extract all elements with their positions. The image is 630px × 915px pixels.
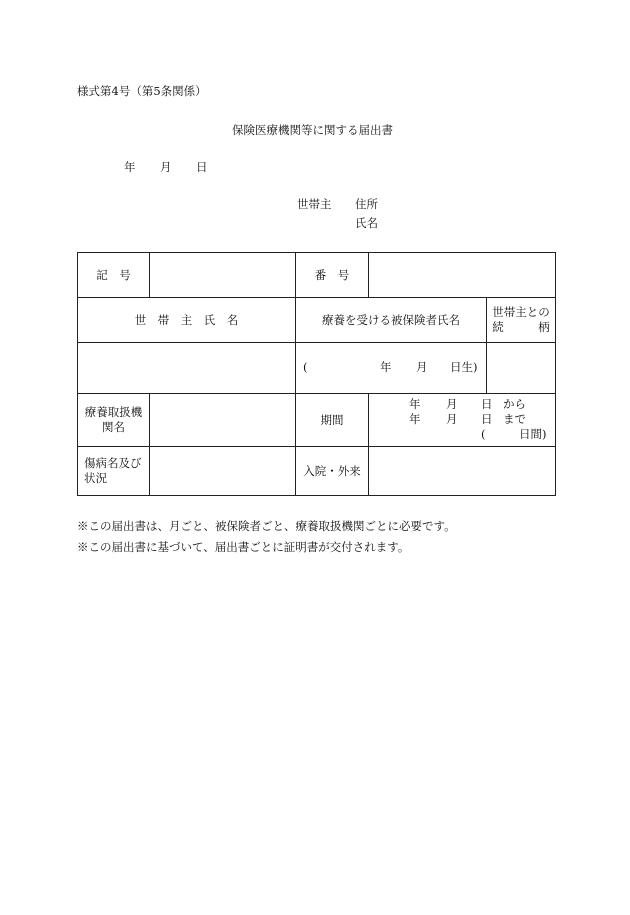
birth-month-label: 月 bbox=[416, 360, 428, 374]
period-label: 期間 bbox=[296, 394, 369, 447]
date-year-label: 年 bbox=[124, 160, 136, 174]
date-month-label: 月 bbox=[160, 160, 172, 174]
applicant-head-label: 世帯主 bbox=[297, 197, 332, 211]
birth-year-label: 年 bbox=[380, 360, 392, 374]
number-label: 番 号 bbox=[296, 253, 369, 298]
period-to-year: 年 bbox=[409, 412, 421, 426]
period-to-day: 日 bbox=[481, 412, 493, 426]
period-from-month: 月 bbox=[446, 397, 458, 411]
insured-name-field[interactable] bbox=[296, 343, 487, 394]
note-2: ※この届出書に基づいて、届出書ごとに証明書が交付されます。 bbox=[77, 540, 410, 554]
period-from-day: 日 bbox=[481, 397, 493, 411]
relation-field[interactable] bbox=[487, 343, 556, 394]
symbol-field[interactable] bbox=[150, 253, 296, 298]
days-close-label: 日間) bbox=[519, 427, 547, 441]
table-row-names-values bbox=[78, 343, 556, 394]
inout-label: 入院・外来 bbox=[296, 447, 369, 496]
note-1: ※この届出書は、月ごと、被保険者ごと、療養取扱機関ごとに必要です。 bbox=[77, 519, 456, 533]
period-field[interactable] bbox=[369, 394, 556, 447]
number-field[interactable] bbox=[369, 253, 556, 298]
birth-day-label: 日生) bbox=[450, 360, 478, 374]
table-row-names-header bbox=[78, 298, 556, 343]
form-number: 様式第4号（第5条関係） bbox=[77, 84, 207, 98]
symbol-label: 記 号 bbox=[78, 253, 150, 298]
insured-name-label: 療養を受ける被保険者氏名 bbox=[296, 298, 487, 343]
disease-field[interactable] bbox=[150, 447, 296, 496]
period-to-word: まで bbox=[503, 412, 526, 426]
table-row-disease-inout bbox=[78, 447, 556, 496]
days-open-paren: ( bbox=[481, 427, 486, 441]
notification-form-table bbox=[77, 252, 556, 496]
inout-field[interactable] bbox=[369, 447, 556, 496]
period-from-word: から bbox=[503, 397, 526, 411]
birth-open-paren: ( bbox=[303, 360, 308, 374]
applicant-name-label: 氏名 bbox=[355, 216, 378, 230]
head-name-label: 世 帯 主 氏 名 bbox=[78, 298, 296, 343]
head-name-field[interactable] bbox=[78, 343, 296, 394]
date-day-label: 日 bbox=[196, 160, 208, 174]
institution-field[interactable] bbox=[150, 394, 296, 447]
table-row-institution-period bbox=[78, 394, 556, 447]
institution-label: 療養取扱機 関名 bbox=[78, 394, 150, 447]
relation-label: 世帯主との 続 柄 bbox=[487, 298, 556, 343]
period-from-year: 年 bbox=[409, 397, 421, 411]
form-title: 保険医療機関等に関する届出書 bbox=[232, 123, 393, 137]
table-row-symbol-number bbox=[78, 253, 556, 298]
applicant-address-label: 住所 bbox=[355, 197, 378, 211]
disease-label: 傷病名及び 状況 bbox=[78, 447, 150, 496]
notes bbox=[77, 516, 456, 558]
period-to-month: 月 bbox=[446, 412, 458, 426]
